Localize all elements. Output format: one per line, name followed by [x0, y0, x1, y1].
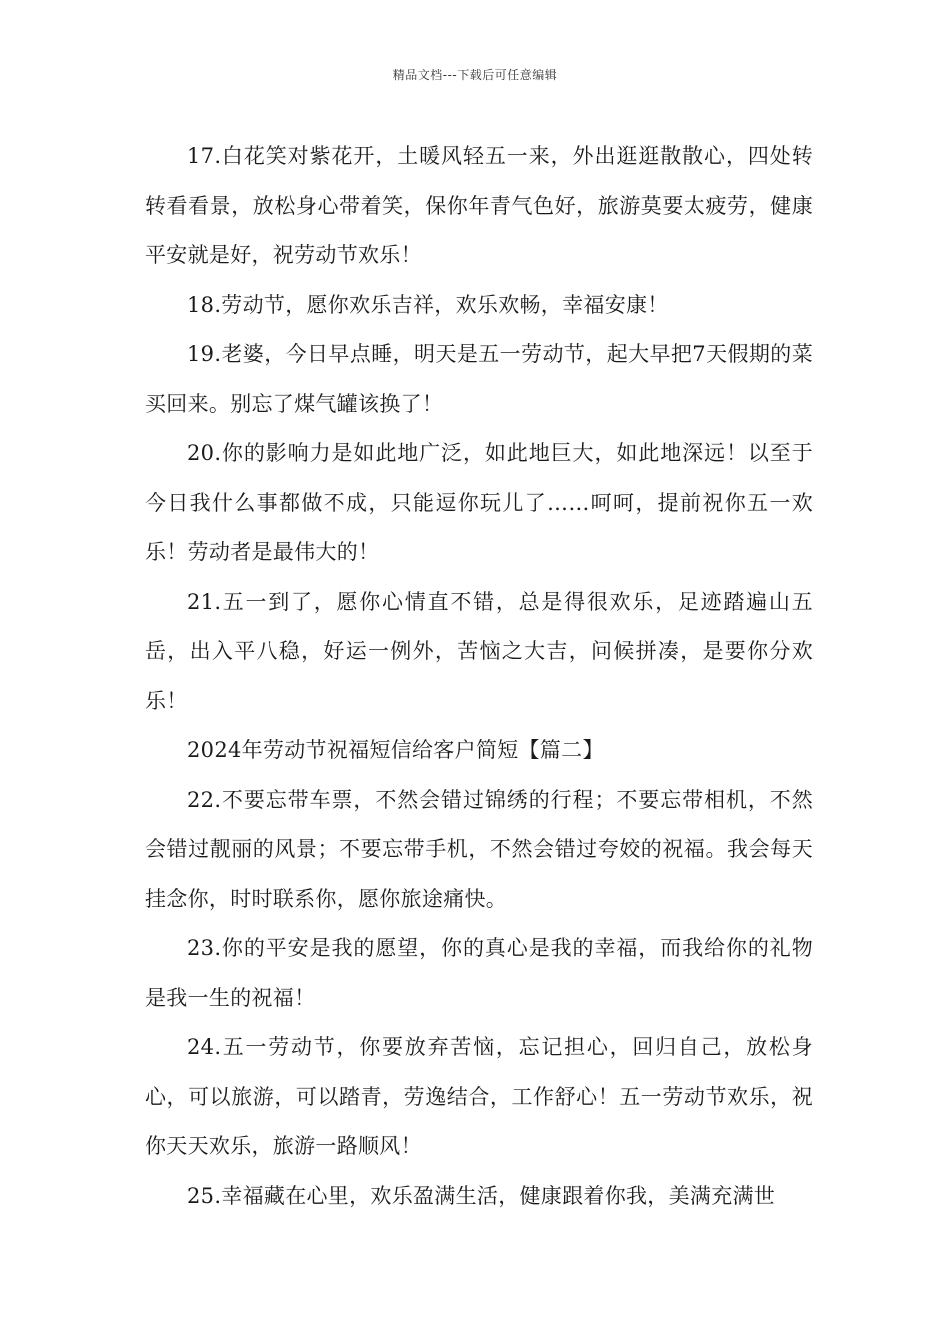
paragraph-17: 17.白花笑对紫花开，土暖风轻五一来，外出逛逛散散心，四处转转看看景，放松身心带着笑，保你年青气色好，旅游莫要太疲劳，健康平安就是好，祝劳动节欢乐！: [145, 144, 813, 267]
paragraph-24: 24.五一劳动节，你要放弃苦恼，忘记担心，回归自己，放松身心，可以旅游，可以踏青，劳逸结合，工作舒心！五一劳动节欢乐，祝你天天欢乐，旅游一路顺风！: [145, 1035, 813, 1158]
paragraph-22: 22.不要忘带车票，不然会错过锦绣的行程；不要忘带相机，不然会错过靓丽的风景；不要忘带手机，不然会错过夸姣的祝福。我会每天挂念你，时时联系你，愿你旅途痛快。: [145, 787, 813, 911]
paragraph-18: 18.劳动节，愿你欢乐吉祥，欢乐欢畅，幸福安康！: [187, 292, 669, 317]
paragraph-20: 20.你的影响力是如此地广泛，如此地巨大，如此地深远！以至于今日我什么事都做不成，只能逗你玩儿了……呵呵，提前祝你五一欢乐！劳动者是最伟大的！: [145, 441, 813, 564]
paragraph-19: 19.老婆，今日早点睡，明天是五一劳动节，起大早把7天假期的菜买回来。别忘了煤气罐该换了！: [145, 342, 813, 416]
document-body: [145, 132, 813, 1221]
section-heading: 2024年劳动节祝福短信给客户简短【篇二】: [187, 738, 604, 762]
page-header: 精品文档---下载后可任意编辑: [392, 68, 558, 82]
paragraph-25: 25.幸福藏在心里，欢乐盈满生活，健康跟着你我，美满充满世: [187, 1183, 776, 1208]
paragraph-21: 21.五一到了，愿你心情直不错，总是得很欢乐，足迹踏遍山五岳，出入平八稳，好运一例外，苦恼之大吉，问候拼凑，是要你分欢乐！: [145, 589, 813, 713]
paragraph-23: 23.你的平安是我的愿望，你的真心是我的幸福，而我给你的礼物是我一生的祝福！: [145, 936, 813, 1010]
